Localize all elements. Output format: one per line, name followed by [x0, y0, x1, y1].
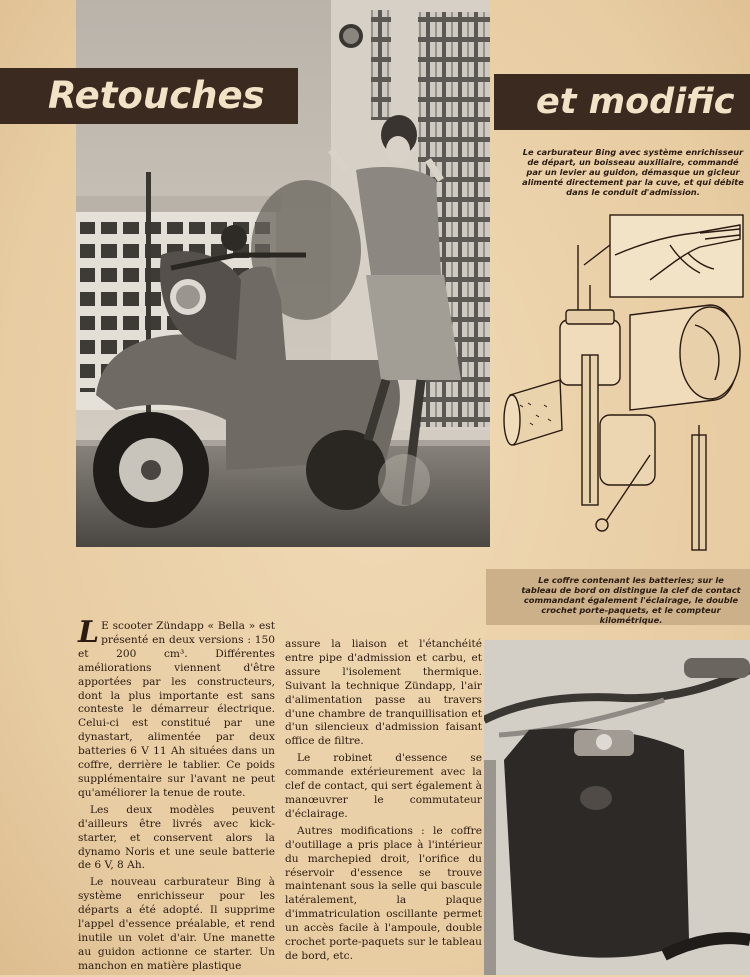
- article-paragraph: Le robinet d'essence se commande extérieurement avec la clef de contact, qui sert également à manœuvrer le commutateur d'éclairage.: [285, 752, 482, 820]
- handlebar-photo-illustration: [484, 640, 750, 975]
- carburetor-diagram-drawing: [500, 205, 748, 565]
- article-paragraph: Les deux modèles peuvent d'ailleurs être livrés avec kick-starter, et conservent alors la dynamo Noris et une seule batterie de 6 V, 8 Ah.: [78, 803, 275, 872]
- article-paragraph: Autres modifications : le coffre d'outillage a pris place à l'intérieur du marchepied droit, l'orifice du réservoir d'essence se trouve maintenant sous la selle qui bascule latéralement, la plaque d'immatriculation oscillante permet un accès facile à l'ampoule, double crochet porte-paquets sur le tableau de bord, etc.: [285, 824, 482, 962]
- carburetor-diagram: [500, 205, 748, 565]
- drop-cap: L: [78, 615, 100, 650]
- article-paragraph: Le nouveau carburateur Bing à système enrichisseur pour les départs a été adopté. Il supprime l'appel d'essence préalable, et rend inutile un volet d'air. Une manette au guidon actionne ce starter. Un manchon en matière plastique: [78, 876, 275, 972]
- article-column-2: [285, 638, 482, 967]
- headline-left: Retouches: [0, 68, 298, 124]
- article-column-1: [78, 615, 275, 977]
- article-paragraph-text: E scooter Zündapp « Bella » est présenté en deux versions : 150 et 200 cm³. Différentes améliorations viennent d'être apportées par les constructeurs, dont la plus importante est sans conteste le démarreur électrique. Celui-ci est constitué par une dynastart, alimentée par deux batteries 6 V 11 Ah situées dans un coffre, derrière le tablier. Ce poids supplémentaire sur l'avant ne peut qu'améliorer la tenue de route.: [78, 620, 275, 799]
- handlebar-photo: [484, 640, 750, 975]
- article-paragraph: [78, 615, 275, 801]
- carburetor-caption: Le carburateur Bing avec système enrichisseur de départ, un boisseau auxiliaire, commandé par un levier au guidon, démasque un gicleur alimenté directement par la cuve, et qui débite dans le conduit d'admission.: [522, 147, 744, 197]
- article-paragraph: assure la liaison et l'étanchéité entre pipe d'admission et carbu, et assure l'isolement thermique. Suivant la technique Zündapp, l'air d'alimentation passe au travers d'une chambre de tranquillisation et d'un silencieux d'admission faisant office de filtre.: [285, 638, 482, 748]
- headline-right: et modific: [494, 74, 750, 130]
- battery-caption: Le coffre contenant les batteries; sur le tableau de bord on distingue la clef de contact commandant également l'éclairage, le double crochet porte-paquets, et le compteur kilométrique.: [521, 575, 741, 625]
